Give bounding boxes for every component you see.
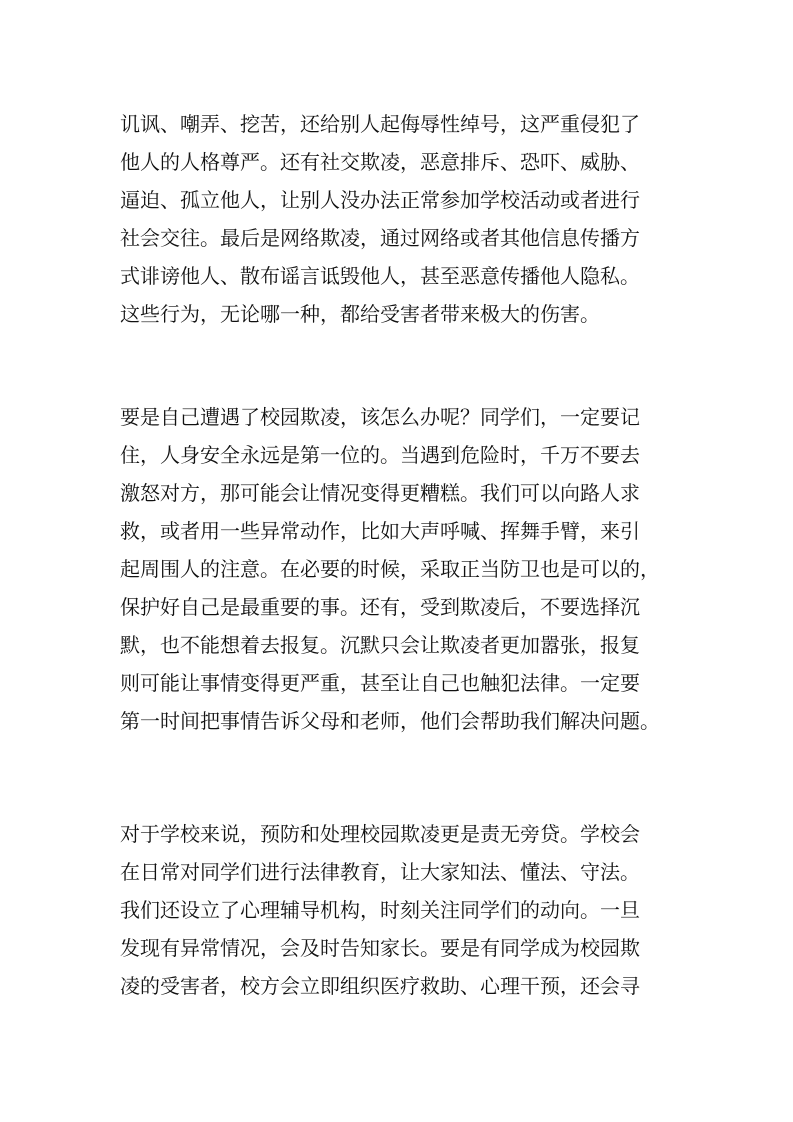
paragraph-school-responsibility [120,815,695,1005]
text-line: 凌的受害者，校方会立即组织医疗救助、心理干预，还会寻 [120,974,640,998]
text-line: 在日常对同学们进行法律教育，让大家知法、懂法、守法。 [120,860,640,884]
text-line: 对于学校来说，预防和处理校园欺凌更是责无旁贷。学校会 [120,822,640,846]
text-line: 他人的人格尊严。还有社交欺凌，恶意排斥、恐吓、威胁、 [120,150,640,174]
text-line: 救，或者用一些异常动作，比如大声呼喊、挥舞手臂，来引 [120,519,640,543]
text-line: 这些行为，无论哪一种，都给受害者带来极大的伤害。 [120,302,600,326]
paragraph-bullying-types [120,105,695,333]
text-line: 社会交往。最后是网络欺凌，通过网络或者其他信息传播方 [120,226,640,250]
text-line: 要是自己遭遇了校园欺凌，该怎么办呢？同学们，一定要记 [120,405,640,429]
paragraph-what-to-do [120,398,695,740]
text-line: 默，也不能想着去报复。沉默只会让欺凌者更加嚣张，报复 [120,633,640,657]
text-line: 式诽谤他人、散布谣言诋毁他人，甚至恶意传播他人隐私。 [120,264,640,288]
text-line: 我们还设立了心理辅导机构，时刻关注同学们的动向。一旦 [120,898,640,922]
text-line: 逼迫、孤立他人，让别人没办法正常参加学校活动或者进行 [120,188,640,212]
text-line: 保护好自己是最重要的事。还有，受到欺凌后，不要选择沉 [120,595,640,619]
text-line: 则可能让事情变得更严重，甚至让自己也触犯法律。一定要 [120,671,640,695]
text-line: 第一时间把事情告诉父母和老师，他们会帮助我们解决问题。 [120,709,660,733]
text-line: 激怒对方，那可能会让情况变得更糟糕。我们可以向路人求 [120,481,640,505]
text-line: 住，人身安全永远是第一位的。当遇到危险时，千万不要去 [120,443,640,467]
text-line: 发现有异常情况，会及时告知家长。要是有同学成为校园欺 [120,936,640,960]
text-line: 起周围人的注意。在必要的时候，采取正当防卫也是可以的， [120,557,660,581]
text-line: 讥讽、嘲弄、挖苦，还给别人起侮辱性绰号，这严重侵犯了 [120,112,640,136]
